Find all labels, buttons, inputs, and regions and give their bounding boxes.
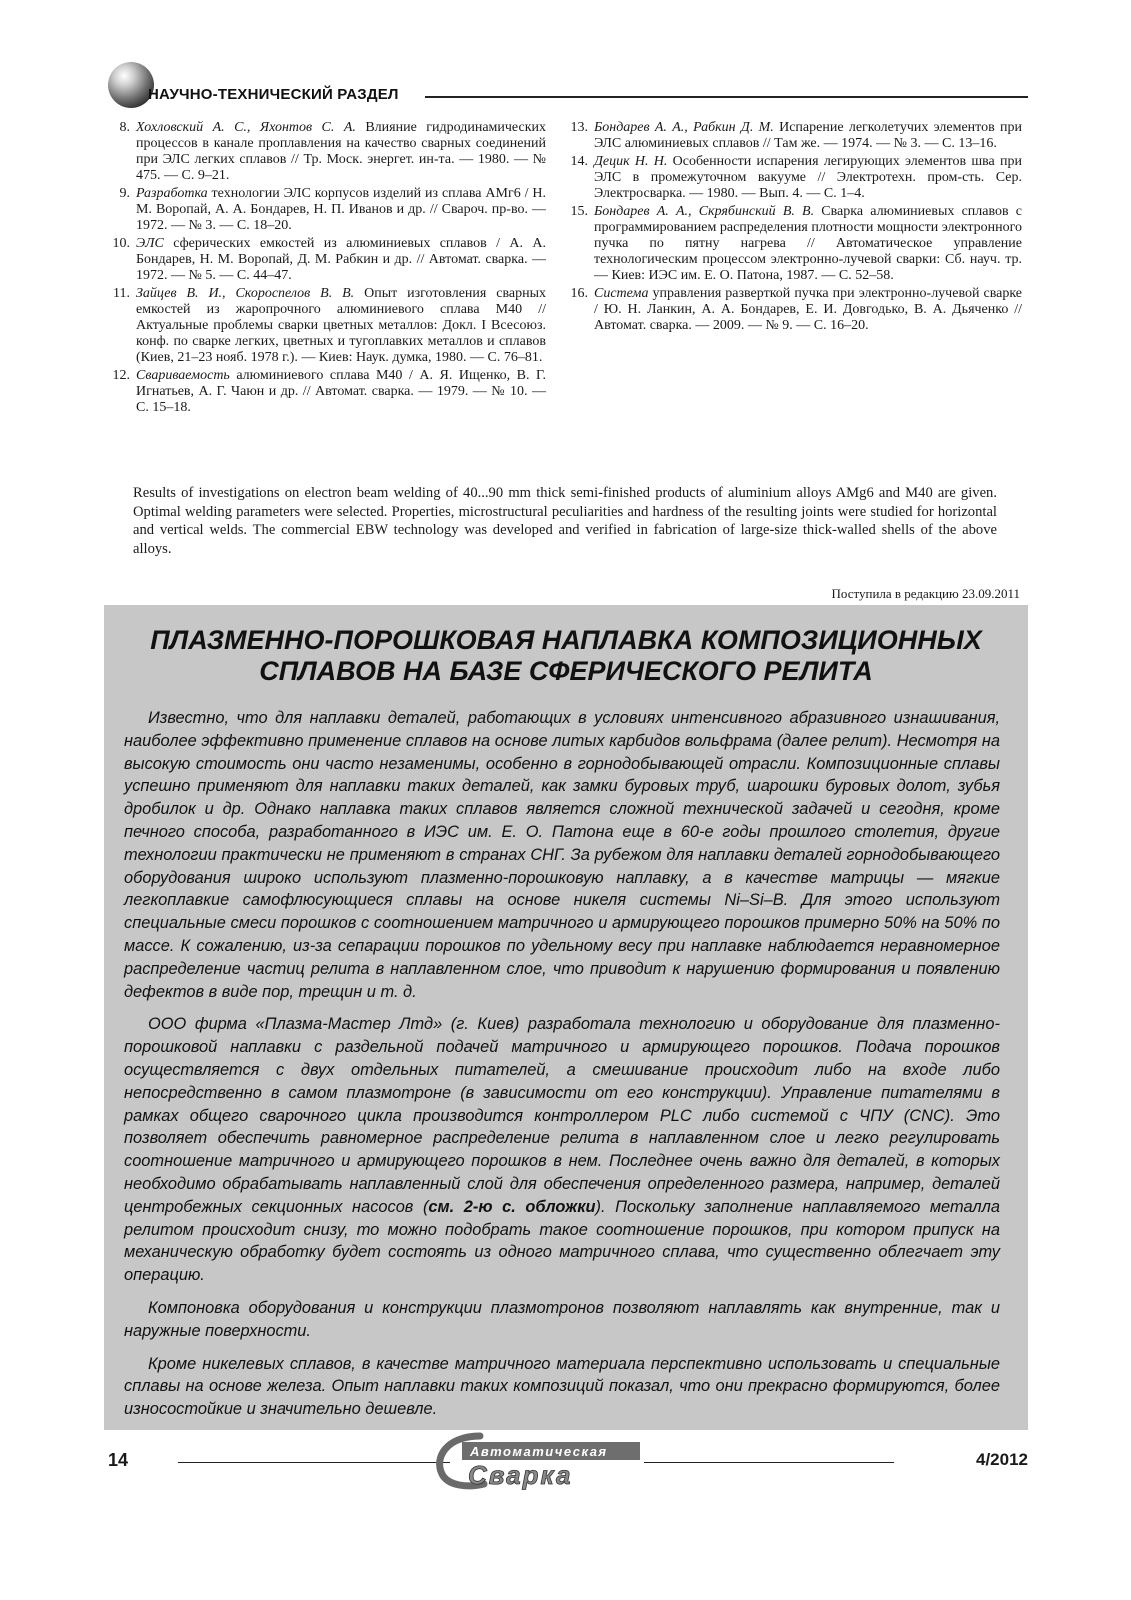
- article-paragraph: Кроме никелевых сплавов, в качестве матричного материала перспективно использовать и специальные сплавы на основе железа. Опыт наплавки таких композиций показал, что они прекрасно формируются, более износостойкие и значительно дешевле.: [124, 1354, 1000, 1419]
- reference-author: Зайцев В. И., Скороспелов В. В.: [136, 286, 355, 301]
- reference-author: Хохловский А. С., Яхонтов С. А.: [136, 120, 356, 135]
- reference-text: управления разверткой пучка при электронно-лучевой сварке / Ю. Н. Ланкин, А. А. Бондарев, Е. И. Довгодько, В. А. Дьяченко // Автомат. сварка. — 2009. — № 9. — С. 16–20.: [594, 286, 1022, 333]
- reference-item: [570, 286, 1022, 334]
- article-paragraph: Компоновка оборудования и конструкции плазмотронов позволяют наплавлять как внутренние, так и наружные поверхности.: [124, 1298, 1000, 1340]
- reference-item: [112, 236, 546, 284]
- article-title-line: ПЛАЗМЕННО-ПОРОШКОВАЯ НАПЛАВКА КОМПОЗИЦИОННЫХ: [150, 625, 982, 655]
- reference-author: Децик Н. Н.: [594, 154, 668, 169]
- reference-text: Сварка алюминиевых сплавов с программированием распределения плотности мощности электронного пучка по пятну нагрева // Автоматическое управление технологическим процессом электронно-лучевой сварки: Сб. науч. тр. — Киев: ИЭС им. Е. О. Патона, 1987. — С. 52–58.: [594, 204, 1022, 283]
- reference-text: Влияние гидродинамических процессов в канале проплавления на качество сварных соединений при ЭЛС легких сплавов // Тр. Моск. энергет. ин-та. — 1980. — № 475. — С. 9–21.: [136, 120, 546, 183]
- english-abstract: Results of investigations on electron beam welding of 40...90 mm thick semi-finished products of aluminium alloys AMg6 and M40 are given. Optimal welding parameters were selected. Properties, microstructural peculiarities and hardness of the resulting joints were studied for horizontal and vertical welds. The commercial EBW technology was developed and verified in fabrication of large-size thick-walled shells of the above alloys.: [133, 485, 997, 557]
- reference-item: [570, 204, 1022, 284]
- paragraph-text: ). Поскольку заполнение наплавляемого металла релитом происходит снизу, то можно подобрать такое соотношение порошков, при котором припуск на механическую обработку будет состоять из одного матричного сплава, что существенно облегчает эту операцию.: [124, 1197, 1000, 1285]
- reference-number: 14.: [570, 154, 588, 169]
- reference-number: 11.: [113, 286, 130, 301]
- reference-number: 8.: [119, 120, 130, 135]
- paragraph-text: ООО фирма «Плазма-Мастер Лтд» (г. Киев) разработала технологию и оборудование для плазменно-порошковой наплавки с раздельной подачей матричного и армирующего порошков. Подача порошков осуществляется с двух отдельных питателей, а смешивание происходит либо на входе либо непосредственно в самом плазмотроне (в зависимости от его конструкции). Управление питателями в рамках общего сварочного цикла производится контроллером PLC либо системой с ЧПУ (CNC). Это позволяет обеспечить равномерное распределение релита в наплавленном слое и легко регулировать соотношение матричного и армирующего порошков в нем. Последнее очень важно для деталей, в которых необходимо обрабатывать наплавленный слой для обеспечения определенного размера, например, деталей центробежных секционных насосов (: [124, 1015, 1000, 1216]
- reference-number: 10.: [112, 236, 130, 251]
- article-body: [124, 707, 1000, 1431]
- footer-rule: [644, 1462, 894, 1463]
- section-title: НАУЧНО-ТЕХНИЧЕСКИЙ РАЗДЕЛ: [148, 86, 399, 103]
- article-title: [104, 625, 1028, 687]
- reference-author: Свариваемость: [136, 368, 230, 383]
- reference-text: сферических емкостей из алюминиевых сплавов / А. А. Бондарев, Н. М. Воропай, Д. М. Рабкин и др. // Автомат. сварка. — 1972. — № 5. — С. 44–47.: [136, 236, 546, 283]
- issue-number: 4/2012: [976, 1450, 1028, 1469]
- article-paragraph: Известно, что для наплавки деталей, работающих в условиях интенсивного абразивного изнашивания, наиболее эффективно применение сплавов на основе литых карбидов вольфрама (далее релит). Несмотря на высокую стоимость они часто незаменимы, особенно в горнодобывающей отрасли. Композиционные сплавы успешно применяют для наплавки таких деталей, как замки буровых труб, шарошки буровых долот, зубья дробилок и др. Однако наплавка таких сплавов является сложной технической задачей и сегодня, кроме печного способа, разработанного в ИЭС им. Е. О. Патона еще в 60-е годы прошлого столетия, другие технологии практически не применяют в странах СНГ. За рубежом для наплавки деталей горнодобывающего оборудования широко используют плазменно-порошковую наплавку, а в качестве матрицы — мягкие легкоплавкие самофлюсующиеся сплавы на основе никеля системы Ni–Si–B. Для этого используют специальные смеси порошков с соотношением матричного и армирующего порошков примерно 50% на 50% по массе. К сожалению, из-за сепарации порошков по удельному весу при наплавке наблюдается неравномерное распределение частиц релита в наплавленном слое, что приводит к нарушению формирования и появлению дефектов в виде пор, трещин и т. д.: [124, 709, 1000, 1001]
- article-paragraph: [124, 1013, 1000, 1287]
- article-title-line: СПЛАВОВ НА БАЗЕ СФЕРИЧЕСКОГО РЕЛИТА: [259, 656, 873, 686]
- page-number: 14: [108, 1450, 129, 1470]
- references-left-column: [112, 120, 546, 418]
- reference-author: Разработка: [136, 186, 208, 201]
- reference-item: [570, 154, 1022, 202]
- reference-number: 13.: [570, 120, 588, 135]
- article-box: [104, 605, 1028, 1430]
- reference-item: [112, 186, 546, 234]
- running-header: [108, 62, 1028, 112]
- header-rule: [425, 96, 1028, 98]
- reference-item: [112, 368, 546, 416]
- logo-bottom-text: Сварка: [468, 1460, 573, 1490]
- reference-author: Система: [594, 286, 649, 301]
- page-footer: [108, 1428, 1028, 1492]
- reference-item: [570, 120, 1022, 152]
- received-date: Поступила в редакцию 23.09.2011: [831, 586, 1020, 601]
- reference-author: ЭЛС: [136, 236, 164, 251]
- reference-number: 16.: [570, 286, 588, 301]
- references-right-column: [570, 120, 1022, 336]
- reference-item: [112, 286, 546, 366]
- logo-top-text: Автоматическая: [470, 1444, 608, 1459]
- reference-text: Испарение легколетучих элементов при ЭЛС алюминиевых сплавов // Там же. — 1974. — № 3. — С. 13–16.: [594, 120, 1022, 151]
- reference-number: 15.: [570, 204, 588, 219]
- reference-text: алюминиевого сплава М40 / А. Я. Ищенко, В. Г. Игнатьев, А. Г. Чаюн и др. // Автомат. сварка. — 1979. — № 10. — С. 15–18.: [136, 368, 546, 415]
- reference-number: 9.: [119, 186, 130, 201]
- reference-author: Бондарев А. А., Рабкин Д. М.: [594, 120, 774, 135]
- reference-item: [112, 120, 546, 184]
- cover-reference: см. 2-ю с. обложки: [428, 1197, 596, 1216]
- reference-text: Опыт изготовления сварных емкостей из жаропрочного алюминиевого сплава М40 // Актуальные проблемы сварки цветных металлов: Докл. I Всесоюз. конф. по сварке легких, цветных и тугоплавких металлов и сплавов (Киев, 21–23 нояб. 1978 г.). — Киев: Наук. думка, 1980. — С. 76–81.: [136, 286, 547, 365]
- reference-number: 12.: [112, 368, 130, 383]
- reference-author: Бондарев А. А., Скрябинский В. В.: [594, 204, 815, 219]
- footer-rule: [178, 1462, 450, 1463]
- reference-text: технологии ЭЛС корпусов изделий из сплава АМг6 / Н. М. Воропай, А. А. Бондарев, Н. П. Иванов и др. // Свароч. пр-во. — 1972. — № 3. — С. 18–20.: [136, 186, 546, 233]
- journal-logo: [428, 1428, 648, 1492]
- reference-text: Особенности испарения легирующих элементов шва при ЭЛС в промежуточном вакууме // Электротехн. пром-сть. Сер. Электросварка. — 1980. — Вып. 4. — С. 1–4.: [594, 154, 1023, 201]
